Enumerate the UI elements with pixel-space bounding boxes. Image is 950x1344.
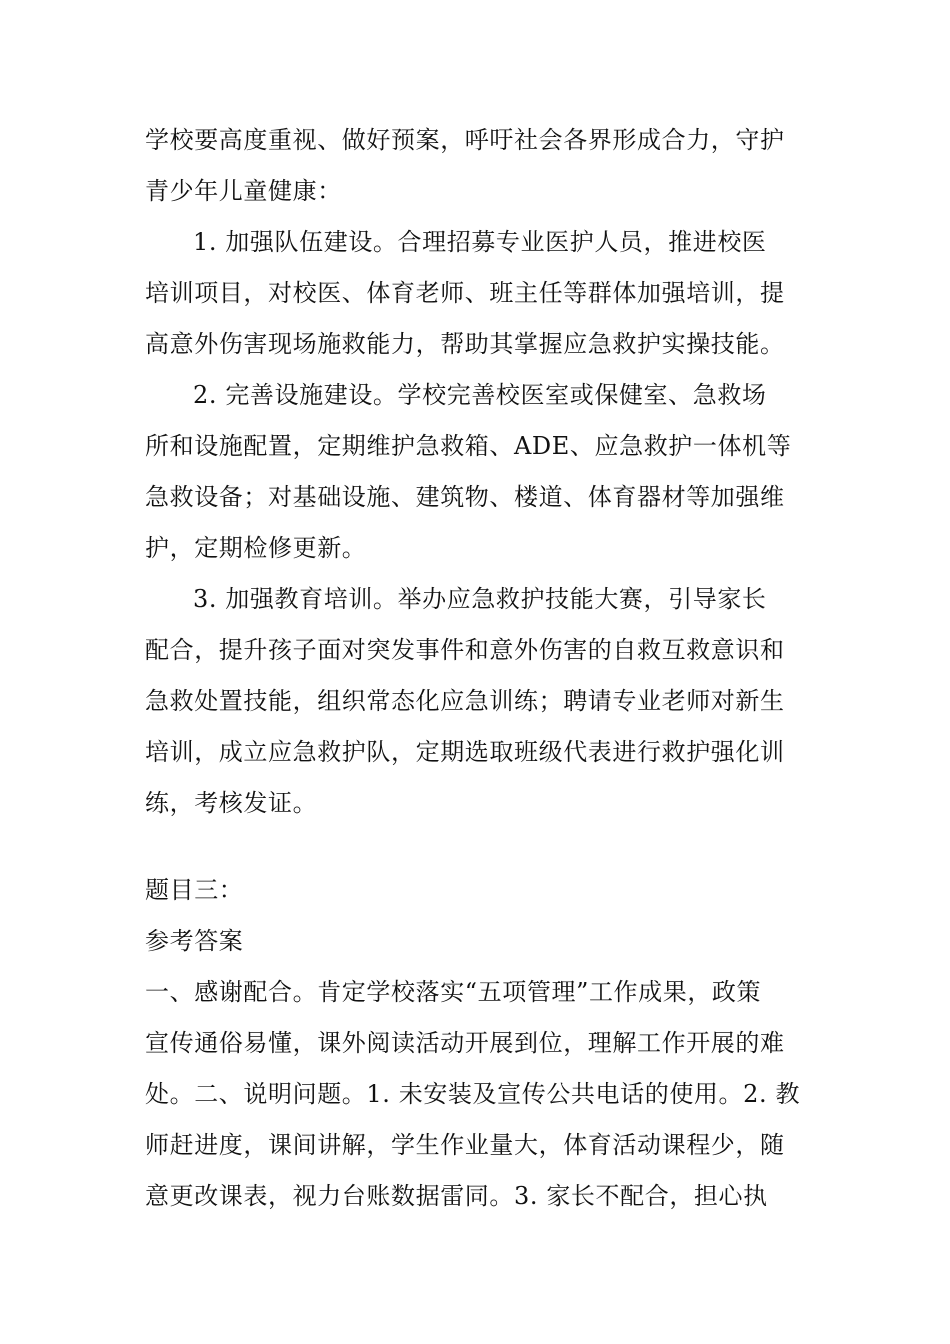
paragraph-line: 练，考核发证。 — [145, 789, 318, 817]
section-heading: 题目三： — [145, 876, 244, 904]
paragraph-line: 宣传通俗易懂，课外阅读活动开展到位，理解工作开展的难 — [145, 1029, 785, 1057]
paragraph-line: 急救处置技能，组织常态化应急训练；聘请专业老师对新生 — [145, 687, 785, 715]
paragraph-line: 青少年儿童健康： — [145, 177, 342, 205]
paragraph-line: 培训，成立应急救护队，定期选取班级代表进行救护强化训 — [145, 738, 785, 766]
paragraph-line: 意更改课表，视力台账数据雷同。3. 家长不配合，担心执 — [145, 1182, 768, 1210]
paragraph-line: 师赶进度，课间讲解，学生作业量大，体育活动课程少，随 — [145, 1131, 785, 1159]
answer-heading: 参考答案 — [145, 927, 244, 955]
paragraph-line: 配合，提升孩子面对突发事件和意外伤害的自救互救意识和 — [145, 636, 785, 664]
paragraph-line: 护，定期检修更新。 — [145, 534, 367, 562]
paragraph-line: 处。二、说明问题。1. 未安装及宣传公共电话的使用。2. 教 — [145, 1080, 801, 1108]
paragraph-line: 急救设备；对基础设施、建筑物、楼道、体育器材等加强维 — [145, 483, 785, 511]
paragraph-line: 培训项目，对校医、体育老师、班主任等群体加强培训，提 — [145, 279, 785, 307]
list-item-2-line: 2. 完善设施建设。学校完善校医室或保健室、急救场 — [193, 381, 767, 409]
paragraph-line: 高意外伤害现场施救能力，帮助其掌握应急救护实操技能。 — [145, 330, 785, 358]
paragraph-line: 学校要高度重视、做好预案，呼吁社会各界形成合力，守护 — [145, 126, 785, 154]
paragraph-line: 一、感谢配合。肯定学校落实“五项管理”工作成果，政策 — [145, 978, 762, 1006]
list-item-3-line: 3. 加强教育培训。举办应急救护技能大赛，引导家长 — [193, 585, 767, 613]
paragraph-line: 所和设施配置，定期维护急救箱、ADE、应急救护一体机等 — [145, 432, 792, 460]
list-item-1-line: 1. 加强队伍建设。合理招募专业医护人员，推进校医 — [193, 228, 767, 256]
